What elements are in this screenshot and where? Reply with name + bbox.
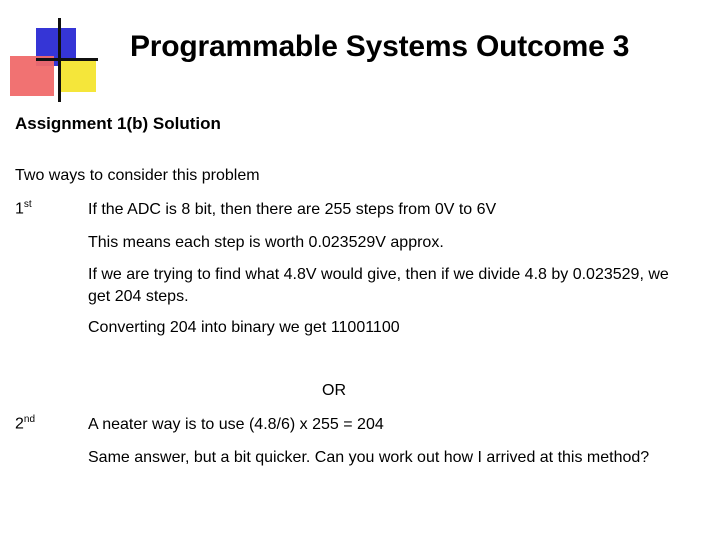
first-method-marker: 1st [15, 199, 32, 218]
step-value-text: This means each step is worth 0.023529V approx. [88, 234, 444, 251]
logo-horizontal-line [36, 58, 98, 61]
second-method-marker: 2nd [15, 414, 36, 433]
logo-yellow-square [58, 58, 96, 92]
decorative-logo [0, 0, 110, 110]
first-step-text: If the ADC is 8 bit, then there are 255 steps from 0V to 6V [88, 201, 497, 218]
neater-way-text: A neater way is to use (4.8/6) x 255 = 204 [88, 416, 384, 433]
or-separator: OR [322, 382, 346, 399]
same-answer-text: Same answer, but a bit quicker. Can you work out how I arrived at this method? [88, 449, 650, 466]
divide-text: If we are trying to find what 4.8V would give, then if we divide 4.8 by 0.023529, we get 204 steps. [88, 266, 669, 305]
logo-red-square [10, 56, 54, 96]
slide-subtitle: Assignment 1(b) Solution [15, 114, 221, 133]
binary-text: Converting 204 into binary we get 11001100 [88, 319, 400, 336]
slide-title: Programmable Systems Outcome 3 [130, 30, 630, 63]
intro-text: Two ways to consider this problem [15, 167, 260, 184]
